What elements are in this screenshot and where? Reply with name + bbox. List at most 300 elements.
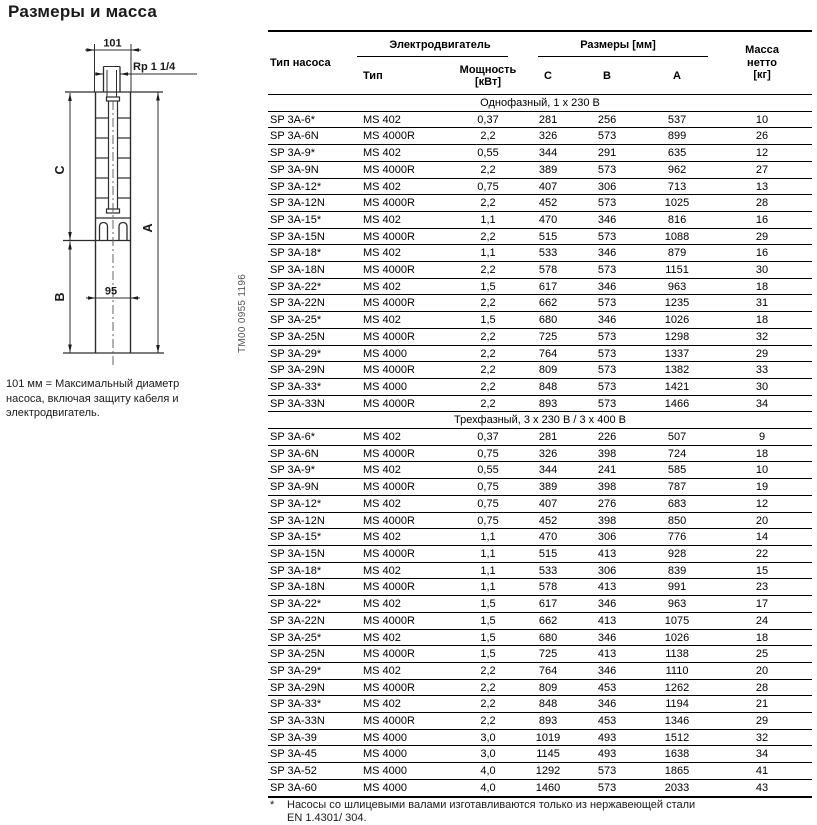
- mass-cell: 16: [712, 211, 812, 228]
- pump-type-cell: SP 3A-22*: [268, 596, 356, 613]
- table-row: [268, 545, 812, 562]
- header-motor-type: Тип: [356, 58, 452, 95]
- dim-b-cell: 573: [572, 362, 642, 379]
- header-group-dimensions: Размеры [мм]: [524, 31, 712, 58]
- motor-type-cell: MS 4000R: [356, 512, 452, 529]
- mass-cell: 20: [712, 512, 812, 529]
- power-cell: 1,5: [452, 612, 524, 629]
- header-mass-line3: [кг]: [753, 69, 771, 82]
- motor-type-cell: MS 402: [356, 278, 452, 295]
- table-row: [268, 178, 812, 195]
- table-row: [268, 779, 812, 796]
- pump-type-cell: SP 3A-15N: [268, 228, 356, 245]
- motor-type-cell: MS 4000R: [356, 579, 452, 596]
- dim-a-cell: 2033: [642, 779, 712, 796]
- mass-cell: 19: [712, 479, 812, 496]
- dim-95-label: 95: [104, 285, 118, 298]
- mass-cell: 12: [712, 495, 812, 512]
- dim-a-cell: 1138: [642, 646, 712, 663]
- power-cell: 1,5: [452, 629, 524, 646]
- motor-type-cell: MS 402: [356, 211, 452, 228]
- motor-type-cell: MS 4000: [356, 729, 452, 746]
- table-row: [268, 596, 812, 613]
- pump-type-cell: SP 3A-18N: [268, 579, 356, 596]
- pump-type-cell: SP 3A-18*: [268, 245, 356, 262]
- motor-type-cell: MS 4000R: [356, 328, 452, 345]
- dim-a-cell: 776: [642, 529, 712, 546]
- mass-cell: 18: [712, 445, 812, 462]
- footnote: [270, 799, 810, 824]
- mass-cell: 21: [712, 696, 812, 713]
- mass-cell: 28: [712, 679, 812, 696]
- dim-b-cell: 346: [572, 629, 642, 646]
- dim-a-cell: 1865: [642, 763, 712, 780]
- dim-c-cell: 680: [524, 629, 572, 646]
- pump-type-cell: SP 3A-6*: [268, 111, 356, 128]
- mass-cell: 16: [712, 245, 812, 262]
- dim-c-cell: 662: [524, 612, 572, 629]
- dim-c-cell: 680: [524, 312, 572, 329]
- dim-a-cell: 1075: [642, 612, 712, 629]
- motor-type-cell: MS 4000: [356, 779, 452, 796]
- table-row: [268, 278, 812, 295]
- dim-c-cell: 389: [524, 479, 572, 496]
- table-row: [268, 479, 812, 496]
- page-title: Размеры и масса: [8, 2, 158, 21]
- dim-c-cell: 1292: [524, 763, 572, 780]
- table-row: [268, 579, 812, 596]
- dim-b-cell: 346: [572, 696, 642, 713]
- dim-c-cell: 407: [524, 178, 572, 195]
- mass-cell: 25: [712, 646, 812, 663]
- table-row: [268, 696, 812, 713]
- dim-c-cell: 617: [524, 278, 572, 295]
- pump-type-cell: SP 3A-9N: [268, 479, 356, 496]
- dim-a-cell: 899: [642, 128, 712, 145]
- power-cell: 2,2: [452, 195, 524, 212]
- footnote-line2: EN 1.4301/ 304.: [287, 811, 367, 824]
- table-row: [268, 295, 812, 312]
- power-cell: 4,0: [452, 779, 524, 796]
- table-row: [268, 562, 812, 579]
- dim-c-cell: 389: [524, 161, 572, 178]
- header-dim-a: A: [642, 58, 712, 95]
- pump-type-cell: SP 3A-60: [268, 779, 356, 796]
- dim-a-cell: 1026: [642, 629, 712, 646]
- pump-type-cell: SP 3A-29*: [268, 662, 356, 679]
- table-row: [268, 662, 812, 679]
- motor-type-cell: MS 4000R: [356, 228, 452, 245]
- dim-c-cell: 809: [524, 679, 572, 696]
- motor-type-cell: MS 4000R: [356, 262, 452, 279]
- table-section-label: Трехфазный, 3 x 230 В / 3 x 400 В: [268, 412, 812, 429]
- table-row: [268, 195, 812, 212]
- mass-cell: 30: [712, 378, 812, 395]
- header-power-line1: Мощность: [459, 63, 517, 76]
- dim-c-cell: 344: [524, 462, 572, 479]
- dim-c-cell: 470: [524, 529, 572, 546]
- pump-type-cell: SP 3A-29N: [268, 679, 356, 696]
- dim-a-cell: 787: [642, 479, 712, 496]
- dim-c-cell: 764: [524, 345, 572, 362]
- mass-cell: 43: [712, 779, 812, 796]
- motor-type-cell: MS 402: [356, 562, 452, 579]
- table-section-label: Однофазный, 1 x 230 В: [268, 95, 812, 112]
- dim-b-cell: 346: [572, 662, 642, 679]
- dim-a-cell: 1025: [642, 195, 712, 212]
- table-row: [268, 729, 812, 746]
- power-cell: 1,1: [452, 245, 524, 262]
- header-mass-line1: Масса: [745, 44, 779, 57]
- dim-c-cell: 281: [524, 429, 572, 446]
- power-cell: 3,0: [452, 729, 524, 746]
- motor-type-cell: MS 4000R: [356, 479, 452, 496]
- motor-type-cell: MS 4000R: [356, 612, 452, 629]
- table-row: [268, 713, 812, 730]
- dim-a-cell: 1298: [642, 328, 712, 345]
- motor-type-cell: MS 4000R: [356, 445, 452, 462]
- pump-type-cell: SP 3A-9N: [268, 161, 356, 178]
- pump-type-cell: SP 3A-45: [268, 746, 356, 763]
- pump-type-cell: SP 3A-25N: [268, 328, 356, 345]
- dim-b-cell: 306: [572, 562, 642, 579]
- dim-b-cell: 493: [572, 746, 642, 763]
- pump-type-cell: SP 3A-6*: [268, 429, 356, 446]
- pump-type-cell: SP 3A-33*: [268, 696, 356, 713]
- dim-c-cell: 809: [524, 362, 572, 379]
- pump-type-cell: SP 3A-33N: [268, 713, 356, 730]
- table-row: [268, 211, 812, 228]
- pump-dimension-drawing: [45, 28, 245, 376]
- dim-c-cell: 515: [524, 228, 572, 245]
- dim-b-cell: 453: [572, 679, 642, 696]
- power-cell: 1,1: [452, 211, 524, 228]
- table-row: [268, 763, 812, 780]
- dim-a-cell: 713: [642, 178, 712, 195]
- motor-type-cell: MS 4000: [356, 378, 452, 395]
- pump-type-cell: SP 3A-22N: [268, 612, 356, 629]
- dim-a-label: A: [141, 223, 155, 233]
- dim-a-cell: 1235: [642, 295, 712, 312]
- pump-type-cell: SP 3A-9*: [268, 462, 356, 479]
- dim-a-cell: 635: [642, 145, 712, 162]
- table-row: [268, 612, 812, 629]
- power-cell: 2,2: [452, 128, 524, 145]
- table-section-row: [268, 412, 812, 429]
- power-cell: 2,2: [452, 295, 524, 312]
- dim-c-cell: 578: [524, 579, 572, 596]
- table-row: [268, 312, 812, 329]
- power-cell: 1,1: [452, 579, 524, 596]
- dim-c-cell: 893: [524, 395, 572, 412]
- dim-a-cell: 683: [642, 495, 712, 512]
- dim-c-cell: 326: [524, 445, 572, 462]
- motor-type-cell: MS 402: [356, 178, 452, 195]
- dim-a-cell: 1194: [642, 696, 712, 713]
- dim-c-cell: 452: [524, 195, 572, 212]
- dim-b-cell: 573: [572, 195, 642, 212]
- table-row: [268, 362, 812, 379]
- dim-c-cell: 578: [524, 262, 572, 279]
- power-cell: 2,2: [452, 262, 524, 279]
- dim-b-cell: 573: [572, 128, 642, 145]
- pump-type-cell: SP 3A-18N: [268, 262, 356, 279]
- table-row: [268, 145, 812, 162]
- dim-b-cell: 413: [572, 612, 642, 629]
- power-cell: 1,5: [452, 278, 524, 295]
- dim-c-cell: 452: [524, 512, 572, 529]
- motor-type-cell: MS 402: [356, 111, 452, 128]
- dim-a-cell: 816: [642, 211, 712, 228]
- dim-a-cell: 1421: [642, 378, 712, 395]
- dim-a-cell: 1110: [642, 662, 712, 679]
- power-cell: 2,2: [452, 662, 524, 679]
- power-cell: 2,2: [452, 679, 524, 696]
- power-cell: 0,75: [452, 445, 524, 462]
- power-cell: 1,1: [452, 562, 524, 579]
- table-row: [268, 445, 812, 462]
- table-row: [268, 378, 812, 395]
- dim-a-cell: 928: [642, 545, 712, 562]
- dim-a-cell: 839: [642, 562, 712, 579]
- table-row: [268, 395, 812, 412]
- mass-cell: 10: [712, 462, 812, 479]
- dim-c-cell: 1019: [524, 729, 572, 746]
- dim-c-cell: 326: [524, 128, 572, 145]
- dim-a-cell: 1337: [642, 345, 712, 362]
- dim-c-cell: 662: [524, 295, 572, 312]
- dim-a-cell: 1346: [642, 713, 712, 730]
- dim-b-cell: 306: [572, 529, 642, 546]
- dim-b-cell: 573: [572, 395, 642, 412]
- header-mass-line2: нетто: [747, 56, 778, 69]
- pump-type-cell: SP 3A-12N: [268, 195, 356, 212]
- motor-type-cell: MS 4000R: [356, 679, 452, 696]
- dim-b-cell: 573: [572, 378, 642, 395]
- motor-type-cell: MS 402: [356, 429, 452, 446]
- pump-type-cell: SP 3A-12*: [268, 178, 356, 195]
- pump-type-cell: SP 3A-15N: [268, 545, 356, 562]
- pump-type-cell: SP 3A-6N: [268, 445, 356, 462]
- dim-c-cell: 1460: [524, 779, 572, 796]
- dim-b-cell: 493: [572, 729, 642, 746]
- mass-cell: 31: [712, 295, 812, 312]
- power-cell: 2,2: [452, 345, 524, 362]
- mass-cell: 13: [712, 178, 812, 195]
- dim-a-cell: 963: [642, 278, 712, 295]
- motor-type-cell: MS 402: [356, 145, 452, 162]
- dim-b-cell: 573: [572, 262, 642, 279]
- mass-cell: 29: [712, 713, 812, 730]
- power-cell: 2,2: [452, 228, 524, 245]
- mass-cell: 32: [712, 729, 812, 746]
- pump-type-cell: SP 3A-15*: [268, 211, 356, 228]
- dim-b-cell: 226: [572, 429, 642, 446]
- pump-type-cell: SP 3A-15*: [268, 529, 356, 546]
- dim-c-cell: 893: [524, 713, 572, 730]
- dim-c-cell: 725: [524, 646, 572, 663]
- header-group-motor: Электродвигатель: [356, 31, 524, 58]
- power-cell: 2,2: [452, 362, 524, 379]
- dim-b-cell: 413: [572, 646, 642, 663]
- mass-cell: 41: [712, 763, 812, 780]
- motor-type-cell: MS 4000R: [356, 545, 452, 562]
- drawing-caption: 101 мм = Максимальный диаметр насоса, включая защиту кабеля и электродвигатель.: [6, 378, 180, 419]
- mass-cell: 17: [712, 596, 812, 613]
- pump-type-cell: SP 3A-39: [268, 729, 356, 746]
- power-cell: 2,2: [452, 161, 524, 178]
- dim-b-cell: 241: [572, 462, 642, 479]
- pump-type-cell: SP 3A-22*: [268, 278, 356, 295]
- power-cell: 2,2: [452, 713, 524, 730]
- table-row: [268, 679, 812, 696]
- figure-code: TM00 0955 1196: [237, 273, 248, 353]
- dim-a-cell: 962: [642, 161, 712, 178]
- dim-c-cell: 725: [524, 328, 572, 345]
- power-cell: 2,2: [452, 395, 524, 412]
- dim-c-cell: 515: [524, 545, 572, 562]
- pump-type-cell: SP 3A-29N: [268, 362, 356, 379]
- dim-c-label: C: [53, 165, 67, 175]
- mass-cell: 18: [712, 312, 812, 329]
- motor-type-cell: MS 402: [356, 245, 452, 262]
- pump-type-cell: SP 3A-18*: [268, 562, 356, 579]
- power-cell: 0,75: [452, 479, 524, 496]
- pump-type-cell: SP 3A-25N: [268, 646, 356, 663]
- dimensions-table: [268, 30, 812, 798]
- dim-b-cell: 398: [572, 445, 642, 462]
- dim-a-cell: 991: [642, 579, 712, 596]
- motor-type-cell: MS 402: [356, 529, 452, 546]
- dim-a-cell: 585: [642, 462, 712, 479]
- dim-b-cell: 346: [572, 312, 642, 329]
- dim-b-cell: 346: [572, 211, 642, 228]
- table-row: [268, 646, 812, 663]
- motor-type-cell: MS 4000R: [356, 713, 452, 730]
- motor-type-cell: MS 402: [356, 662, 452, 679]
- dim-101-label: 101: [103, 37, 122, 50]
- mass-cell: 28: [712, 195, 812, 212]
- mass-cell: 22: [712, 545, 812, 562]
- mass-cell: 15: [712, 562, 812, 579]
- mass-cell: 34: [712, 395, 812, 412]
- power-cell: 0,75: [452, 512, 524, 529]
- motor-type-cell: MS 4000R: [356, 195, 452, 212]
- header-dim-c: C: [524, 58, 572, 95]
- power-cell: 1,1: [452, 545, 524, 562]
- table-row: [268, 345, 812, 362]
- dim-b-cell: 573: [572, 328, 642, 345]
- motor-type-cell: MS 4000: [356, 763, 452, 780]
- power-cell: 0,37: [452, 429, 524, 446]
- header-pump-type: Тип насоса: [268, 31, 356, 95]
- dim-c-cell: 470: [524, 211, 572, 228]
- table-section-row: [268, 95, 812, 112]
- motor-type-cell: MS 402: [356, 462, 452, 479]
- power-cell: 3,0: [452, 746, 524, 763]
- dim-c-cell: 281: [524, 111, 572, 128]
- table-row: [268, 512, 812, 529]
- table-row: [268, 746, 812, 763]
- power-cell: 1,5: [452, 596, 524, 613]
- dim-b-cell: 256: [572, 111, 642, 128]
- motor-type-cell: MS 4000R: [356, 295, 452, 312]
- power-cell: 0,75: [452, 495, 524, 512]
- header-power-line2: [кВт]: [474, 76, 502, 88]
- dim-a-cell: 537: [642, 111, 712, 128]
- dim-b-cell: 346: [572, 245, 642, 262]
- dim-b-cell: 413: [572, 579, 642, 596]
- power-cell: 4,0: [452, 763, 524, 780]
- dim-c-cell: 848: [524, 696, 572, 713]
- header-mass: [712, 31, 812, 95]
- table-row: [268, 429, 812, 446]
- power-cell: 1,5: [452, 312, 524, 329]
- dim-a-cell: 1382: [642, 362, 712, 379]
- power-cell: 0,37: [452, 111, 524, 128]
- pump-type-cell: SP 3A-25*: [268, 312, 356, 329]
- dim-a-cell: 850: [642, 512, 712, 529]
- motor-type-cell: MS 402: [356, 696, 452, 713]
- footnote-marker: *: [270, 799, 275, 811]
- dim-a-cell: 1262: [642, 679, 712, 696]
- mass-cell: 14: [712, 529, 812, 546]
- dim-b-cell: 573: [572, 161, 642, 178]
- dim-b-cell: 346: [572, 596, 642, 613]
- mass-cell: 30: [712, 262, 812, 279]
- table-row: [268, 495, 812, 512]
- motor-type-cell: MS 4000R: [356, 395, 452, 412]
- motor-type-cell: MS 402: [356, 629, 452, 646]
- footnote-line1: Насосы со шлицевыми валами изготавливаются только из нержавеющей стали: [287, 799, 696, 811]
- dim-b-cell: 346: [572, 278, 642, 295]
- table-row: [268, 262, 812, 279]
- dim-a-cell: 1512: [642, 729, 712, 746]
- mass-cell: 27: [712, 161, 812, 178]
- dim-a-cell: 879: [642, 245, 712, 262]
- dim-b-cell: 291: [572, 145, 642, 162]
- header-power: [452, 58, 524, 95]
- table-row: [268, 529, 812, 546]
- pump-type-cell: SP 3A-22N: [268, 295, 356, 312]
- pump-type-cell: SP 3A-33*: [268, 378, 356, 395]
- mass-cell: 32: [712, 328, 812, 345]
- mass-cell: 34: [712, 746, 812, 763]
- mass-cell: 23: [712, 579, 812, 596]
- table-row: [268, 629, 812, 646]
- mass-cell: 20: [712, 662, 812, 679]
- table-row: [268, 228, 812, 245]
- dim-b-cell: 398: [572, 512, 642, 529]
- pump-type-cell: SP 3A-33N: [268, 395, 356, 412]
- table-row: [268, 245, 812, 262]
- power-cell: 2,2: [452, 378, 524, 395]
- pump-type-cell: SP 3A-52: [268, 763, 356, 780]
- thread-size-label: Rp 1 1/4: [133, 61, 176, 73]
- dim-a-cell: 507: [642, 429, 712, 446]
- dim-c-cell: 533: [524, 562, 572, 579]
- motor-type-cell: MS 4000: [356, 746, 452, 763]
- dim-a-cell: 1026: [642, 312, 712, 329]
- table-row: [268, 128, 812, 145]
- mass-cell: 12: [712, 145, 812, 162]
- pump-type-cell: SP 3A-9*: [268, 145, 356, 162]
- mass-cell: 29: [712, 228, 812, 245]
- table-row: [268, 462, 812, 479]
- dim-b-cell: 453: [572, 713, 642, 730]
- dim-c-cell: 764: [524, 662, 572, 679]
- dim-b-cell: 306: [572, 178, 642, 195]
